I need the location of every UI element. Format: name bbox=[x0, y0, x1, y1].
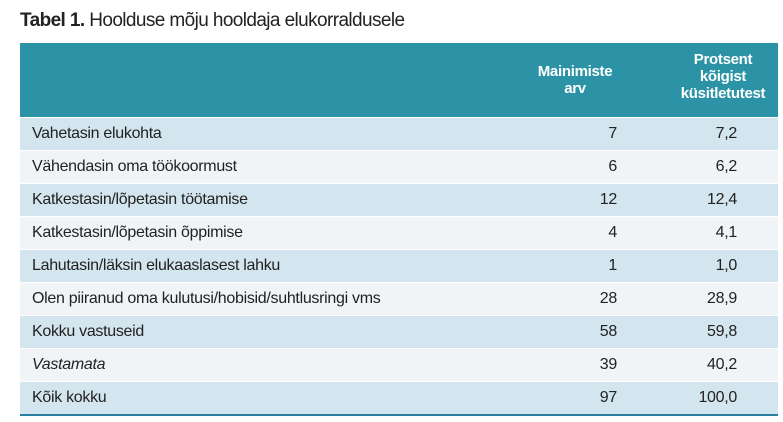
row-label: Vahetasin elukohta bbox=[32, 125, 162, 142]
row-label: Olen piiranud oma kulutusi/hobisid/suhtlusringi vms bbox=[32, 290, 381, 307]
table-header bbox=[20, 43, 778, 117]
table-bottom-border bbox=[20, 414, 778, 416]
table-row bbox=[20, 249, 778, 282]
header-count-line: Mainimiste bbox=[537, 63, 613, 80]
row-count: 4 bbox=[608, 224, 617, 241]
row-count: 58 bbox=[599, 323, 617, 340]
table-row bbox=[20, 348, 778, 381]
row-percent: 28,9 bbox=[707, 290, 737, 307]
header-percent bbox=[668, 51, 778, 102]
row-count: 39 bbox=[599, 356, 617, 373]
table-number: Tabel 1. bbox=[20, 10, 85, 31]
row-label: Lahutasin/läksin elukaaslasest lahku bbox=[32, 257, 281, 274]
table-row bbox=[20, 150, 778, 183]
table-row bbox=[20, 282, 778, 315]
row-count: 28 bbox=[599, 290, 617, 307]
row-percent: 59,8 bbox=[707, 323, 737, 340]
row-percent: 1,0 bbox=[715, 257, 737, 274]
row-count: 6 bbox=[608, 158, 617, 175]
row-percent: 6,2 bbox=[715, 158, 737, 175]
row-label: Kokku vastuseid bbox=[32, 323, 145, 340]
table-row bbox=[20, 117, 778, 150]
data-table bbox=[20, 43, 778, 416]
row-label: Vähendasin oma töökoormust bbox=[32, 158, 237, 175]
row-label: Katkestasin/lõpetasin töötamise bbox=[32, 191, 248, 208]
row-percent: 12,4 bbox=[707, 191, 737, 208]
row-percent: 40,2 bbox=[707, 356, 737, 373]
header-percent-line: Protsent bbox=[693, 51, 753, 68]
row-label: Katkestasin/lõpetasin õppimise bbox=[32, 224, 243, 241]
table-row bbox=[20, 216, 778, 249]
header-count-line: arv bbox=[564, 80, 586, 97]
row-percent: 100,0 bbox=[698, 389, 737, 406]
header-percent-line: küsitletutest bbox=[680, 85, 766, 102]
table-caption bbox=[20, 10, 404, 32]
table-row bbox=[20, 381, 778, 414]
row-count: 1 bbox=[608, 257, 617, 274]
row-count: 97 bbox=[599, 389, 617, 406]
row-count: 7 bbox=[608, 125, 617, 142]
table-row bbox=[20, 183, 778, 216]
row-percent: 7,2 bbox=[715, 125, 737, 142]
row-label: Kõik kokku bbox=[32, 389, 107, 406]
header-count bbox=[520, 63, 630, 97]
row-label: Vastamata bbox=[32, 356, 106, 373]
header-percent-line: kõigist bbox=[699, 68, 747, 85]
table-row bbox=[20, 315, 778, 348]
table-title: Hoolduse mõju hooldaja elukorraldusele bbox=[89, 10, 405, 31]
row-percent: 4,1 bbox=[715, 224, 737, 241]
row-count: 12 bbox=[599, 191, 617, 208]
